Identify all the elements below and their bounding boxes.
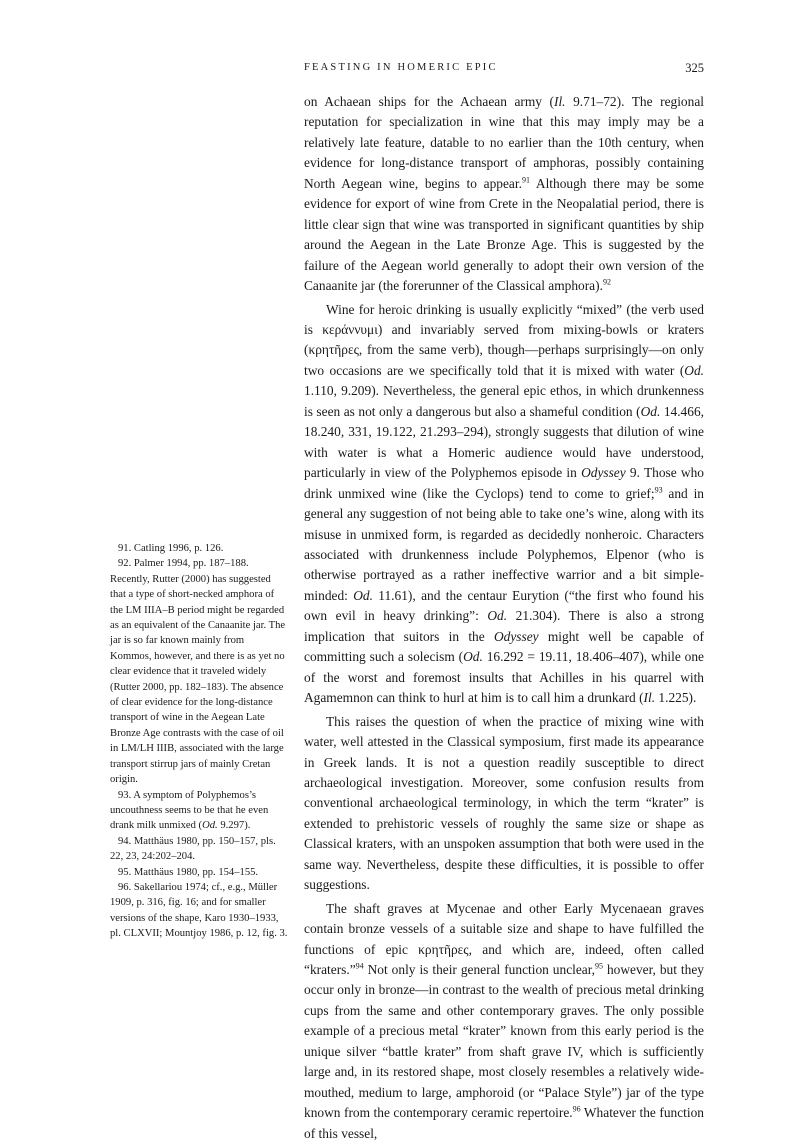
- footnote-ref-95[interactable]: 95: [595, 961, 604, 971]
- footnote-92: 92. Palmer 1994, pp. 187–188. Recently, Rutter (2000) has suggested that a type of short-necked amphora of the LM IIIA–B period might be regarded as an equivalent of the Canaanite jar. The jar is so far known mainly from Kommos, however, and there is as yet no clear evidence that it traveled widely (Rutter 2000, pp. 182–183). The absence of clear evidence for the long-distance transport of wine in the Aegean Late Bronze Age contrasts with the case of oil in LM/LH IIIB, associated with the large transport stirrup jars of mainly Cretan origin.: [110, 558, 286, 786]
- footnote-93: 93. A symptom of Polyphemos’s uncouthness seems to be that he even drank milk unmixed (Od. 9.297).: [110, 789, 269, 832]
- footnote-96: 96. Sakellariou 1974; cf., e.g., Müller 1909, p. 316, fig. 16; and for smaller versions of the shape, Karo 1930–1933, pl. CLXVII; Mountjoy 1986, p. 12, fig. 3.: [110, 881, 288, 940]
- footnote-ref-92[interactable]: 92: [602, 277, 611, 287]
- footnote-ref-93[interactable]: 93: [654, 485, 663, 495]
- running-head: FEASTING IN HOMERIC EPIC: [304, 62, 498, 73]
- main-text: [304, 92, 704, 1144]
- footnote-ref-96[interactable]: 96: [572, 1104, 581, 1114]
- page-number: 325: [685, 61, 704, 75]
- paragraph-1: on Achaean ships for the Achaean army (Il. 9.71–72). The regional reputation for specialization in wine that this may imply may be a relatively late feature, datable to no earlier than the 10th century, when evidence for long-distance transport of amphoras, possibly containing North Aegean wine, begins to appear.$^{91}$ Although there may be some evidence for export of wine from Crete in the Neopalatial period, there is little clear sign that wine was transported in significant quantities by ship around the Aegean in the Late Bronze Age. This is suggested by the failure of the Aegean world generally to adopt their own version of the Canaanite jar (the forerunner of the Classical amphora).$^{92}$: [304, 94, 704, 294]
- footnote-ref-91[interactable]: 91: [521, 175, 530, 185]
- footnote-95: 95. Matthäus 1980, pp. 154–155.: [118, 866, 259, 878]
- paragraph-4: The shaft graves at Mycenae and other Early Mycenaean graves contain bronze vessels of a suitable size and shape to have fulfilled the functions of epic κρητῆρες, and which are, indeed, often called “kraters.”$^{94}$ Not only is their general function unclear,$^{95}$ however, but they occur only in bronze—in contrast to the wealth of precious metal drinking cups from the same and other contemporary graves. The only possible example of a precious metal “krater” known from this early period is the unique silver “battle krater” from shaft grave IV, which is sufficiently large and, in its restored shape, most closely resembles a relatively wide-mouthed, medium to large, amphoroid (or “Palace Style”) jar of the type known from the contemporary ceramic repertoire.$^{96}$ Whatever the function of this vessel,: [304, 900, 704, 1141]
- footnote-91: 91. Catling 1996, p. 126.: [118, 543, 224, 554]
- paragraph-2: Wine for heroic drinking is usually explicitly “mixed” (the verb used is κεράννυμι) and invariably served from mixing-bowls or kraters (κρητῆρες, from the same verb), though—perhaps surprisingly—on only two occasions are we specifically told that it is mixed with water (Od. 1.110, 9.209). Nevertheless, the general epic ethos, in which drunkenness is seen as not only a dangerous but also a shameful condition (Od. 14.466, 18.240, 331, 19.122, 21.293–294), strongly suggests that dilution of wine with water is what a Homeric audience would have understood, particularly in view of the Polyphemos episode in Odyssey 9. Those who drink unmixed wine (like the Cyclops) tend to come to grief;$^{93}$ and in general any suggestion of not being able to take one’s wine, along with its misuse in unmixed form, is regarded as decidedly nonheroic. Characters associated with drunkenness include Polyphemos, Elpenor (who is otherwise portrayed as a rather ineffective warrior and a bit simple-minded: Od. 11.61), and the centaur Eurytion (“the first who found his own evil in heavy drinking”: Od. 21.304). There is also a strong implication that suitors in the Odyssey might well be capable of committing such a solecism (Od. 16.292 = 19.11, 18.406–407), while one of the worst and foremost insults that Achilles in his quarrel with Agamemnon can think to hurl at him is to call him a drunkard (Il. 1.225).: [304, 301, 705, 706]
- footnotes: [110, 541, 288, 942]
- footnote-ref-94[interactable]: 94: [355, 961, 364, 971]
- paragraph-3: This raises the question of when the practice of mixing wine with water, well attested in the Classical symposium, first made its appearance in Greek lands. It is not a question readily susceptible to direct archaeological investigation. Moreover, some confusion results from conventional archaeological terminology, in which the term “krater” is extended to prehistoric vessels of roughly the same size or shape as Classical kraters, with an unspoken assumption that both were used in the same way. Nevertheless, despite these difficulties, it is possible to offer suggestions.: [304, 713, 704, 893]
- footnote-94: 94. Matthäus 1980, pp. 150–157, pls. 22, 23, 24:202–204.: [110, 835, 276, 863]
